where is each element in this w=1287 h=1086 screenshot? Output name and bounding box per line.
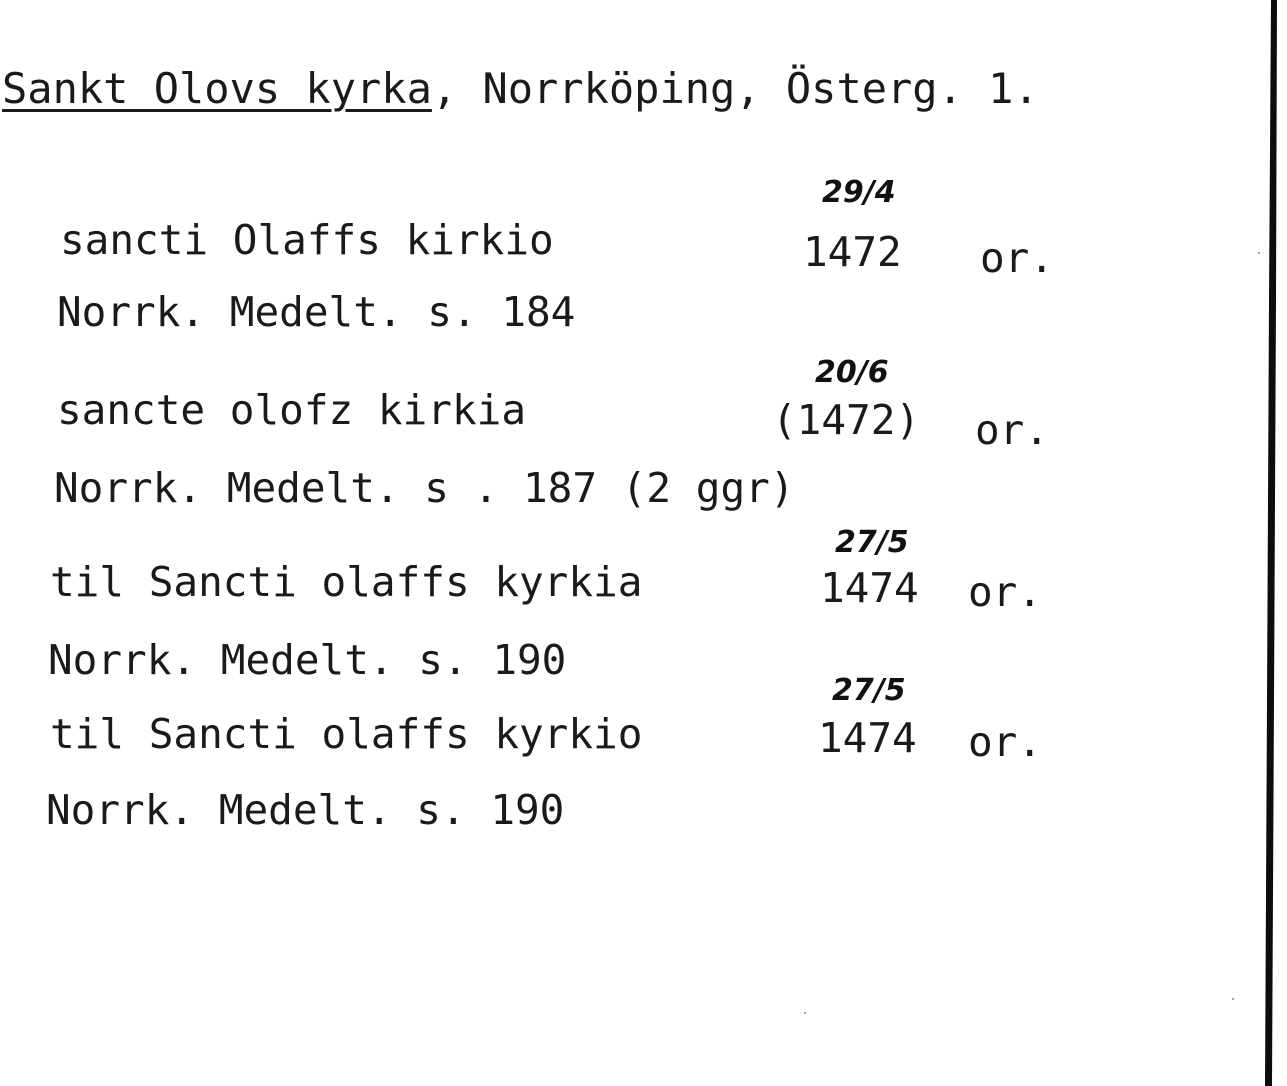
card-heading: [2, 64, 1039, 113]
entry-1-form: sancti Olaffs kirkio: [60, 216, 554, 264]
entry-4-date-note: 27/5: [832, 673, 906, 708]
entry-2-source: Norrk. Medelt. s . 187 (2 ggr): [54, 464, 795, 512]
entry-1-source: Norrk. Medelt. s. 184: [57, 288, 576, 336]
scan-speck: [1258, 252, 1260, 254]
entry-4-suffix: or.: [968, 718, 1043, 766]
entry-3-form: til Sancti olaffs kyrkia: [50, 558, 643, 606]
entry-4-year: 1474: [818, 714, 917, 762]
scan-speck: [804, 1012, 806, 1014]
entry-1-suffix: or.: [980, 234, 1055, 282]
card-right-edge: [1262, 0, 1280, 1086]
entry-3-year: 1474: [820, 564, 919, 612]
scan-speck: [1232, 998, 1234, 1000]
entry-2-suffix: or.: [975, 406, 1050, 454]
entry-1-date-note: 29/4: [822, 175, 896, 210]
heading-church-name: Sankt Olovs kyrka: [2, 64, 432, 113]
entry-3-source: Norrk. Medelt. s. 190: [48, 636, 567, 684]
entry-2-date-note: 20/6: [815, 355, 889, 390]
entry-3-date-note: 27/5: [835, 525, 909, 560]
heading-location: , Norrköping, Österg. 1.: [431, 64, 1039, 113]
entry-2-form: sancte olofz kirkia: [57, 386, 526, 434]
entry-3-suffix: or.: [968, 568, 1043, 616]
entry-4-source: Norrk. Medelt. s. 190: [46, 786, 565, 834]
entry-4-form: til Sancti olaffs kyrkio: [50, 710, 643, 758]
entry-1-year: 1472: [803, 228, 902, 276]
entry-2-year: (1472): [772, 396, 921, 444]
